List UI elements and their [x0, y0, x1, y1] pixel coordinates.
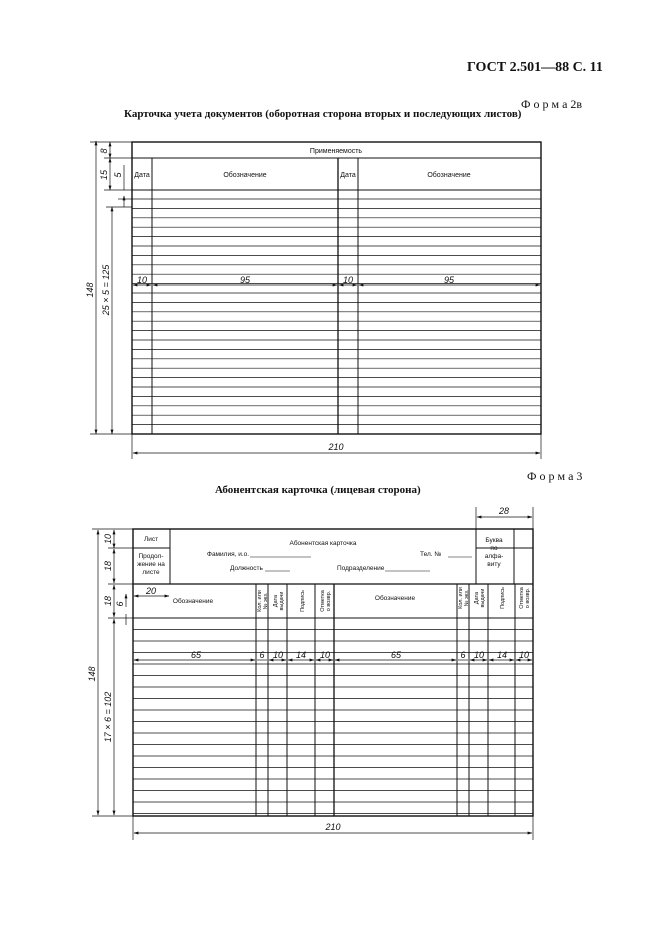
sheet-label: Лист: [143, 536, 159, 543]
qty-header-1a: Кол. или: [257, 590, 263, 612]
dim3-first-width: 20: [145, 586, 157, 596]
form-2v-label: Ф о р м а 2в: [521, 97, 583, 111]
surname-label: Фамилия, и.о.: [207, 551, 250, 558]
dim-date-width-1: 10: [136, 275, 148, 285]
date-header-2a: Дата: [474, 591, 480, 605]
dim3-header: 18: [103, 560, 113, 572]
continuation-line-3: листе: [142, 569, 160, 576]
gost-header: ГОСТ 2.501—88 С. 11: [467, 60, 603, 75]
dim3-colheader: 18: [103, 595, 113, 607]
date-col-header-1: Дата: [134, 172, 150, 179]
dim3-ret-width-2: 10: [518, 650, 530, 660]
dim-row: 5: [113, 172, 123, 178]
letter-line-3: алфа-: [484, 553, 504, 560]
dim3-sign-width-2: 14: [496, 650, 508, 660]
continuation-line-2: жение на: [137, 561, 165, 568]
dim-top: 8: [99, 148, 109, 154]
card-title: Абонентская карточка: [289, 540, 357, 547]
form-2v-dimension-text: [85, 148, 455, 452]
designation-header-2: Обозначение: [374, 595, 416, 602]
designation-header-1: Обозначение: [172, 598, 214, 605]
letter-line-4: виту: [487, 561, 501, 568]
dim-header: 15: [99, 169, 109, 181]
dim3-date-width-2: 10: [473, 650, 485, 660]
applicability-header: Применяемость: [309, 148, 363, 155]
tel-label: Тел. №: [420, 551, 442, 558]
dim3-letter-width: 28: [498, 506, 510, 516]
letter-line-2: по: [490, 545, 498, 552]
continuation-line-1: Продол-: [138, 553, 164, 560]
form-2v-table: [132, 142, 541, 434]
return-header-1a: Отметка: [320, 590, 326, 612]
dim-desig-width-2: 95: [443, 275, 455, 285]
date-header-2b: выдачи: [480, 588, 486, 608]
return-header-2b: о возвр.: [525, 587, 531, 609]
date-header-1b: выдачи: [279, 591, 285, 611]
dim-overall-height: 148: [85, 282, 95, 298]
form-3-label: Ф о р м а 3: [527, 469, 583, 483]
date-col-header-2: Дата: [340, 172, 356, 179]
sign-header-2: Подпись: [500, 587, 506, 609]
form-2v-text: [134, 148, 471, 179]
sign-header-1: Подпись: [300, 590, 306, 612]
form-2v-title: Карточка учета документов (оборотная сторона вторых и последующих листов): [124, 108, 522, 120]
dim-width: 210: [328, 442, 344, 452]
dim3-width: 210: [325, 822, 341, 832]
dim3-rows-height: 17 × 6 = 102: [103, 691, 113, 743]
dim3-row: 6: [115, 601, 125, 607]
dim3-desig-width-1: 65: [190, 650, 202, 660]
dim3-qty-width-1: 6: [259, 650, 265, 660]
qty-header-1b: № экз.: [263, 592, 269, 610]
form-3-title: Абонентская карточка (лицевая сторона): [215, 484, 421, 496]
date-header-1a: Дата: [273, 594, 279, 608]
letter-line-1: Буква: [485, 537, 503, 544]
dim-date-width-2: 10: [342, 275, 354, 285]
form-2v-dimension-lines: [90, 141, 541, 459]
return-header-2a: Отметка: [519, 587, 525, 609]
dim3-date-width-1: 10: [272, 650, 284, 660]
dim3-ret-width-1: 10: [319, 650, 331, 660]
designation-col-header-2: Обозначение: [427, 172, 471, 179]
dim3-desig-width-2: 65: [390, 650, 402, 660]
dim3-overall-height: 148: [87, 666, 97, 682]
qty-header-2b: № экз.: [464, 589, 470, 607]
designation-col-header-1: Обозначение: [223, 172, 267, 179]
position-label: Должность: [230, 565, 263, 572]
dim3-sign-width-1: 14: [295, 650, 307, 660]
dim-rows-height: 25 × 5 = 125: [101, 264, 111, 316]
qty-header-2a: Кол. или: [458, 587, 464, 609]
dim-desig-width-1: 95: [239, 275, 251, 285]
dim3-top: 10: [103, 533, 113, 545]
return-header-1b: о возвр.: [326, 590, 332, 612]
dim3-qty-width-2: 6: [460, 650, 466, 660]
form-3-table: [133, 529, 533, 816]
division-label: Подразделение: [337, 565, 385, 572]
